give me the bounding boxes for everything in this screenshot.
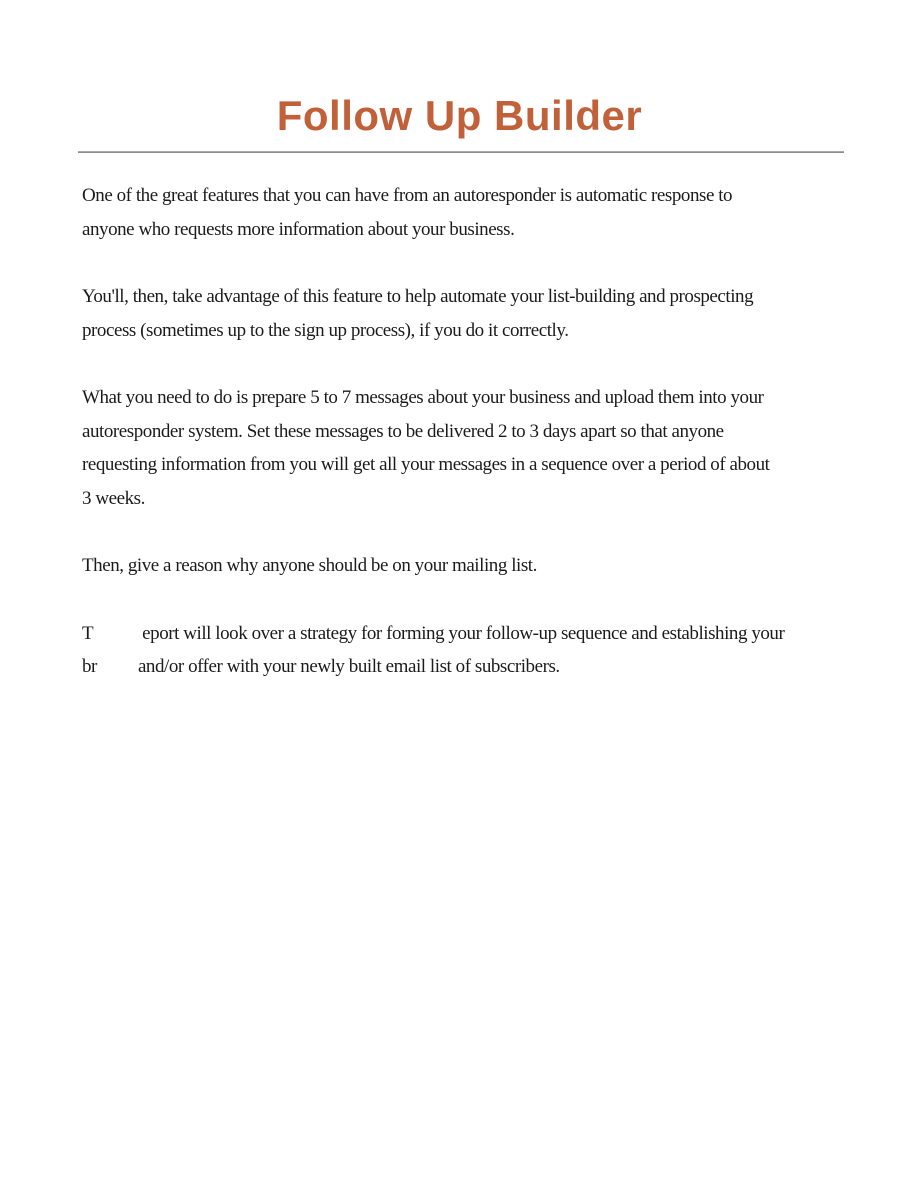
paragraph (82, 549, 859, 583)
text-line: You'll, then, take advantage of this feature to help automate your list-building and prospecting (82, 286, 754, 307)
paragraph (82, 280, 859, 347)
text-line: autoresponder system. Set these messages to be delivered 2 to 3 days apart so that anyone (82, 420, 724, 442)
text-segment: br (82, 656, 97, 677)
text-after-whiteout: and/or offer with your newly built email list of subscribers. (137, 656, 560, 677)
text-line: 3 weeks. (82, 487, 145, 509)
text-line: process (sometimes up to the sign up process), if you do it correctly. (82, 319, 569, 341)
text-line (82, 617, 859, 651)
document-title: Follow Up Builder (276, 92, 643, 139)
text-line (82, 650, 859, 684)
title-divider (78, 151, 844, 153)
text-line: Then, give a reason why anyone should be on your mailing list. (82, 555, 537, 576)
text-line: requesting information from you will get all your messages in a sequence over a period of about (82, 454, 770, 475)
text-after-whiteout: eport will look over a strategy for forming your follow-up sequence and establishing your (142, 622, 785, 644)
text-line: One of the great features that you can have from an autoresponder is automatic response to (82, 185, 733, 206)
paragraph (82, 381, 859, 515)
text-line: What you need to do is prepare 5 to 7 messages about your business and upload them into your (82, 387, 764, 408)
paragraph (82, 617, 859, 684)
text-segment: T (82, 622, 94, 644)
text-line: anyone who requests more information about your business. (82, 218, 515, 240)
document-body (82, 179, 859, 684)
paragraph (82, 179, 859, 246)
